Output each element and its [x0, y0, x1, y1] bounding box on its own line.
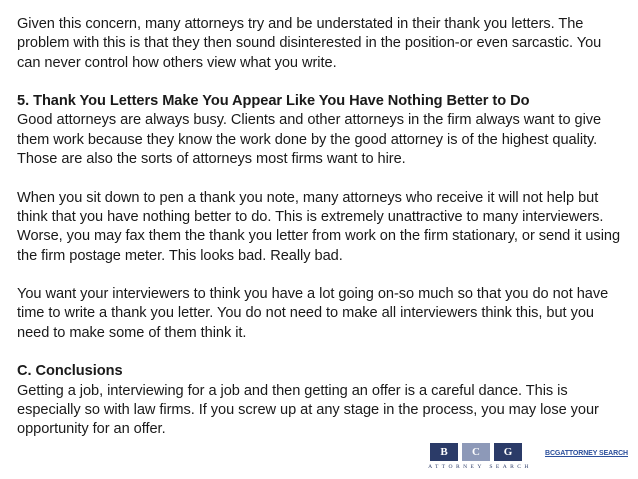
paragraph-text: Getting a job, interviewing for a job and then getting an offer is a careful dance. This is especially so with law firms. If you screw up at any stage in the process, you may lose your opportunity for an offer. — [17, 382, 599, 438]
logo-letter-g: G — [494, 443, 522, 461]
paragraph-text: You want your interviewers to think you have a lot going on-so much so that you do not have time to write a thank you letter. You do not need to make all interviewers think this, but you need to make some of them think it. — [17, 286, 609, 341]
section-5 — [17, 92, 623, 169]
page-footer — [424, 442, 628, 474]
paragraph-spacer — [17, 169, 623, 188]
paragraph-text: Given this concern, many attorneys try and be understated in their thank you letters. The problem with this is that they then sound disinterested in the position-or even sarcastic. You can never control how others view what you write. — [17, 16, 602, 71]
logo-letter-b: B — [430, 443, 458, 461]
bcg-attorney-search-link[interactable]: BCGATTORNEY SEARCH — [545, 450, 628, 457]
paragraph-thank-you-note — [17, 189, 623, 266]
paragraph-spacer — [17, 343, 623, 362]
logo-letter-c: C — [462, 443, 490, 461]
section-heading: C. Conclusions — [17, 363, 123, 380]
logo-tagline: ATTORNEY SEARCH — [428, 464, 532, 470]
section-conclusions — [17, 362, 623, 439]
logo-letter-boxes — [430, 443, 522, 461]
section-heading: 5. Thank You Letters Make You Appear Like You Have Nothing Better to Do — [17, 93, 530, 110]
paragraph-concern — [17, 15, 623, 73]
paragraph-text: Good attorneys are always busy. Clients and other attorneys in the firm always want to give them work because they know the work done by the good attorney is of the highest quality. Those are also the sorts of attorneys most firms want to hire. — [17, 112, 602, 168]
paragraph-spacer — [17, 73, 623, 92]
paragraph-spacer — [17, 266, 623, 285]
paragraph-text: When you sit down to pen a thank you note, many attorneys who receive it will not help but think that you have nothing better to do. This is extremely unattractive to many interviewers. Worse, you may fax them the thank you letter from work on the firm stationary, or send it using the firm postage meter. This looks bad. Really bad. — [17, 189, 621, 264]
document-body — [17, 15, 623, 440]
paragraph-interviewers — [17, 285, 623, 343]
bcg-logo — [424, 442, 536, 474]
